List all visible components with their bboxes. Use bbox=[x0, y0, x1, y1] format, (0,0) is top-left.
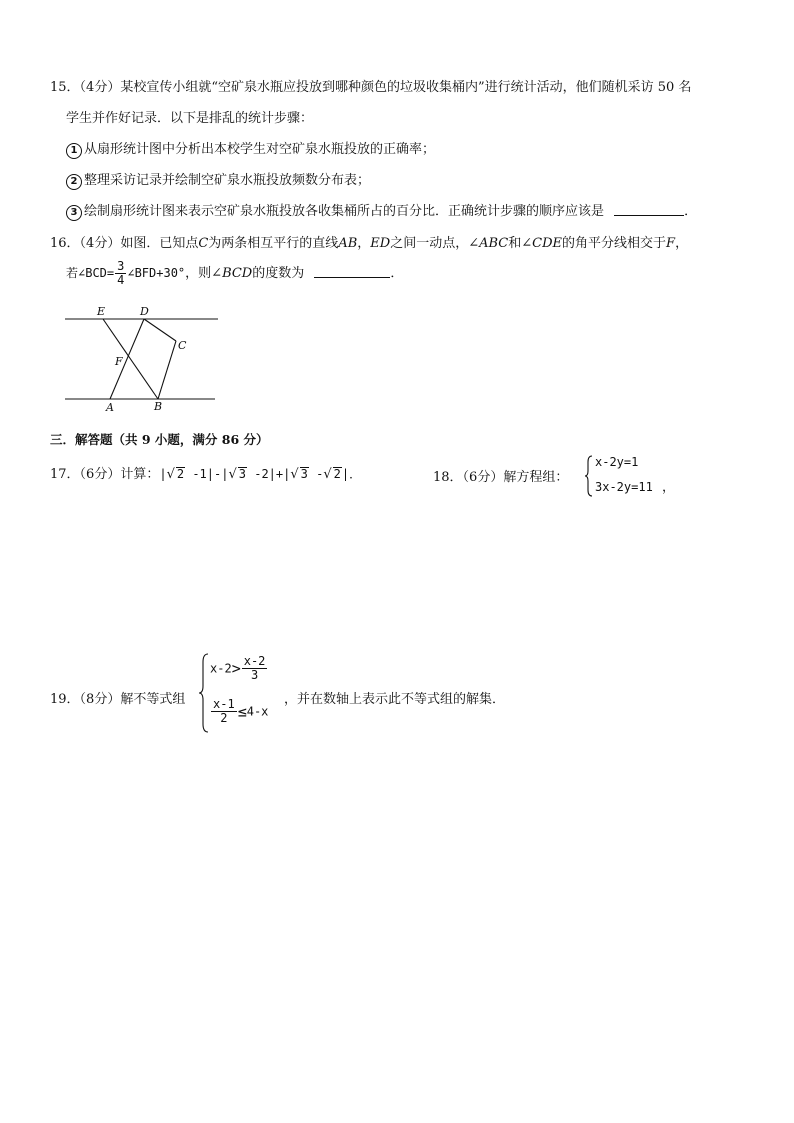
question-number: 15． bbox=[50, 80, 80, 95]
question-score: （4分） bbox=[79, 236, 121, 251]
question-score: （4分） bbox=[79, 80, 121, 95]
question-15-line-1 bbox=[50, 76, 691, 95]
question-16-line-2: 若∠BCD= $\frac{3}{4}$ ∠BFD+30°，则∠BCD的度数为 ． bbox=[66, 259, 404, 287]
question-score: （8分） bbox=[79, 692, 121, 707]
question-15-line-2: 学生并作好记录．以下是排乱的统计步骤： bbox=[66, 111, 314, 126]
answer-blank[interactable] bbox=[314, 265, 390, 278]
inequality-1: x-2> $\frac{x-2}{3}$ bbox=[210, 654, 266, 682]
inequality-2: $\frac{x-1}{2}$ ≤4-x bbox=[213, 697, 269, 725]
step-text: 从扇形统计图中分析出本校学生对空矿泉水瓶投放的正确率； bbox=[84, 142, 436, 157]
geometry-figure bbox=[60, 302, 225, 417]
answer-blank[interactable] bbox=[614, 203, 684, 216]
question-18: 18．（6分）解方程组： bbox=[433, 470, 569, 485]
question-number: 17． bbox=[50, 467, 80, 482]
question-15-step-1 bbox=[66, 138, 435, 159]
label-b: B bbox=[154, 400, 163, 413]
circled-number-1: 1 bbox=[66, 143, 82, 159]
question-15-step-2 bbox=[66, 169, 370, 190]
left-brace-icon bbox=[584, 454, 594, 498]
equation-1: x-2y=1 bbox=[595, 455, 639, 469]
segment-cb bbox=[158, 341, 176, 399]
question-text: 某校宣传小组就“空矿泉水瓶应投放到哪种颜色的垃圾收集桶内”进行统计活动，他们随机采访 50 名 bbox=[120, 80, 692, 95]
step-text: 绘制扇形统计图来表示空矿泉水瓶投放各收集桶所占的百分比．正确统计步骤的顺序应该是 bbox=[84, 204, 605, 219]
equation-2: 3x-2y=11 bbox=[595, 480, 653, 494]
question-score: （6分） bbox=[462, 470, 504, 485]
step-text: 整理采访记录并绘制空矿泉水瓶投放频数分布表； bbox=[84, 173, 371, 188]
expression: |√ 2 -1|-|√ 3 -2|+|√ 3 -√ 2|． bbox=[159, 467, 362, 482]
label-f: F bbox=[115, 355, 123, 368]
left-brace-icon bbox=[198, 652, 210, 734]
circled-number-3: 3 bbox=[66, 205, 82, 221]
fraction: $\frac{x-2}{3}$ bbox=[243, 654, 266, 682]
segment-eb bbox=[103, 319, 158, 399]
label-c: C bbox=[178, 339, 187, 352]
segment-dc bbox=[144, 319, 176, 341]
question-number: 18． bbox=[433, 470, 463, 485]
question-score: （6分） bbox=[79, 467, 121, 482]
label-e: E bbox=[97, 305, 106, 318]
question-number: 19． bbox=[50, 692, 80, 707]
question-19-tail: ，并在数轴上表示此不等式组的解集． bbox=[284, 692, 506, 707]
question-15-step-3: 3 绘制扇形统计图来表示空矿泉水瓶投放各收集桶所占的百分比．正确统计步骤的顺序应该是 ． bbox=[66, 200, 697, 221]
section-heading: 三．解答题（共 9 小题，满分 86 分） bbox=[50, 432, 269, 447]
question-17: 17．（6分）计算：|√ 2 -1|-|√ 3 -2|+|√ 3 -√ 2|． bbox=[50, 467, 362, 482]
question-19-label: 19．（8分）解不等式组 bbox=[50, 692, 186, 707]
label-a: A bbox=[106, 401, 114, 414]
question-16-line-1: 16．（4分）如图．已知点C为两条相互平行的直线AB，ED之间一动点，∠ABC和∠CDE的角平分线相交于F， bbox=[50, 236, 689, 251]
label-d: D bbox=[140, 305, 149, 318]
circled-number-2: 2 bbox=[66, 174, 82, 190]
question-number: 16． bbox=[50, 236, 80, 251]
fraction: $\frac{x-1}{2}$ bbox=[213, 697, 235, 725]
fraction-three-quarters: $\frac{3}{4}$ bbox=[117, 259, 125, 287]
